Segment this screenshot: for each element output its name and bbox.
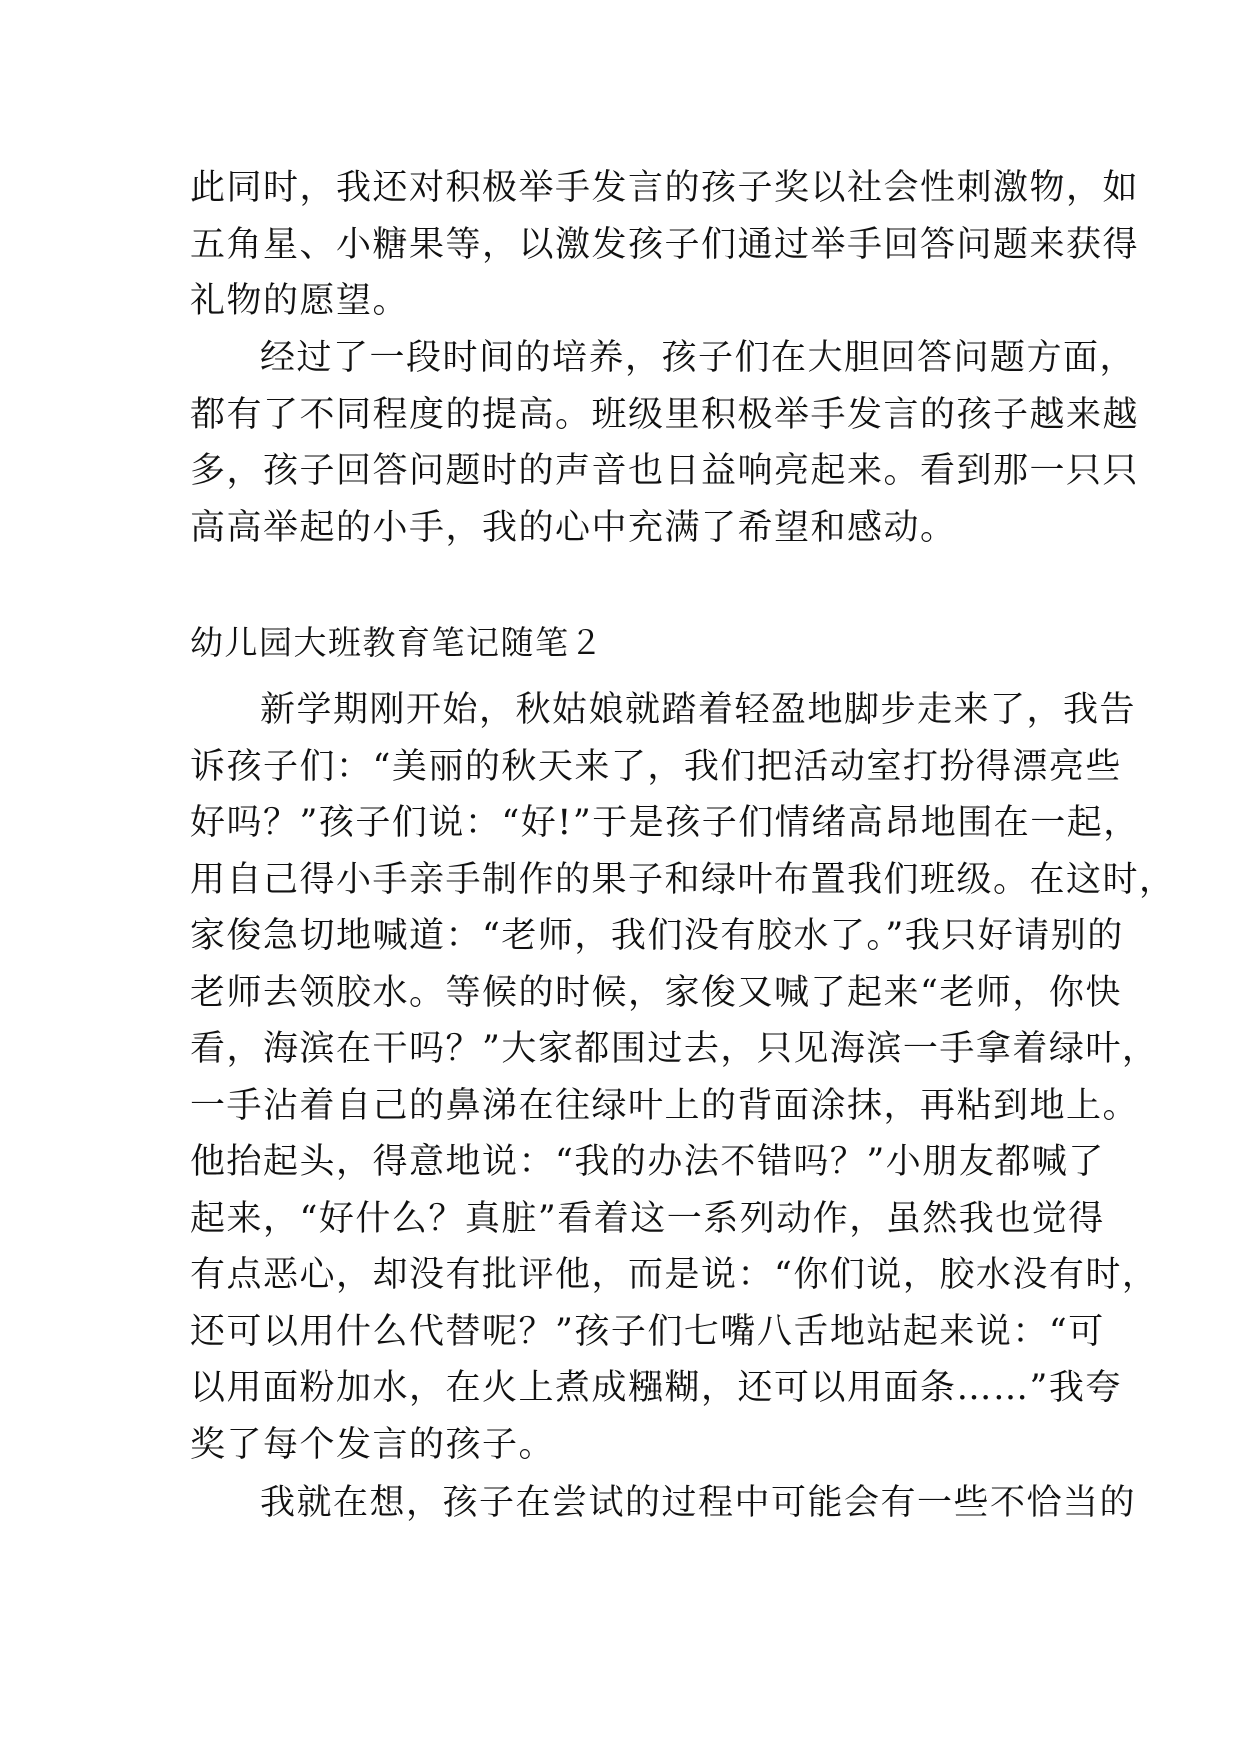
text-line: 有点恶心，却没有批评他，而是说：“你们说，胶水没有时，	[190, 1255, 1159, 1295]
text-line: 多，孩子回答问题时的声音也日益响亮起来。看到那一只只	[190, 451, 1140, 491]
text-line: 他抬起头，得意地说：“我的办法不错吗？”小朋友都喊了	[190, 1142, 1105, 1182]
paragraph	[190, 682, 1176, 1473]
text-line: 新学期刚开始，秋姑娘就踏着轻盈地脚步走来了，我告	[260, 690, 1137, 730]
text-line: 家俊急切地喊道：“老师，我们没有胶水了。”我只好请别的	[190, 916, 1124, 956]
text-line: 起来，“好什么？真脏”看着这一系列动作，虽然我也觉得	[190, 1198, 1105, 1239]
section-heading-text: 幼儿园大班教育笔记随笔２	[190, 623, 604, 662]
paragraph	[190, 330, 1140, 556]
text-line: 奖了每个发言的孩子。	[190, 1424, 556, 1465]
text-line: 一手沾着自己的鼻涕在往绿叶上的背面涂抹，再粘到地上。	[190, 1085, 1140, 1126]
text-line: 以用面粉加水，在火上煮成糨糊，还可以用面条……”我夸	[190, 1368, 1122, 1408]
text-line: 好吗？”孩子们说：“好!”于是孩子们情绪高昂地围在一起，	[190, 803, 1140, 843]
text-line: 高高举起的小手，我的心中充满了希望和感动。	[190, 507, 957, 548]
text-line: 诉孩子们：“美丽的秋天来了，我们把活动室打扮得漂亮些	[190, 746, 1122, 787]
text-line: 都有了不同程度的提高。班级里积极举手发言的孩子越来越	[190, 394, 1140, 435]
text-line: 老师去领胶水。等候的时候，家俊又喊了起来“老师，你快	[190, 972, 1122, 1013]
paragraph	[190, 1475, 1137, 1532]
paragraph-continued	[190, 160, 1140, 330]
text-line: 看，海滨在干吗？”大家都围过去，只见海滨一手拿着绿叶，	[190, 1029, 1159, 1069]
text-line: 用自己得小手亲手制作的果子和绿叶布置我们班级。在这时，	[190, 859, 1176, 900]
text-line: 此同时，我还对积极举手发言的孩子奖以社会性刺激物，如	[190, 168, 1140, 208]
text-line: 礼物的愿望。	[190, 281, 410, 321]
text-line: 还可以用什么代替呢？”孩子们七嘴八舌地站起来说：“可	[190, 1311, 1105, 1352]
section-heading	[190, 615, 1070, 672]
text-line: 经过了一段时间的培养，孩子们在大胆回答问题方面，	[260, 338, 1137, 378]
text-line: 我就在想，孩子在尝试的过程中可能会有一些不恰当的	[260, 1483, 1137, 1523]
text-line: 五角星、小糖果等，以激发孩子们通过举手回答问题来获得	[190, 224, 1140, 265]
